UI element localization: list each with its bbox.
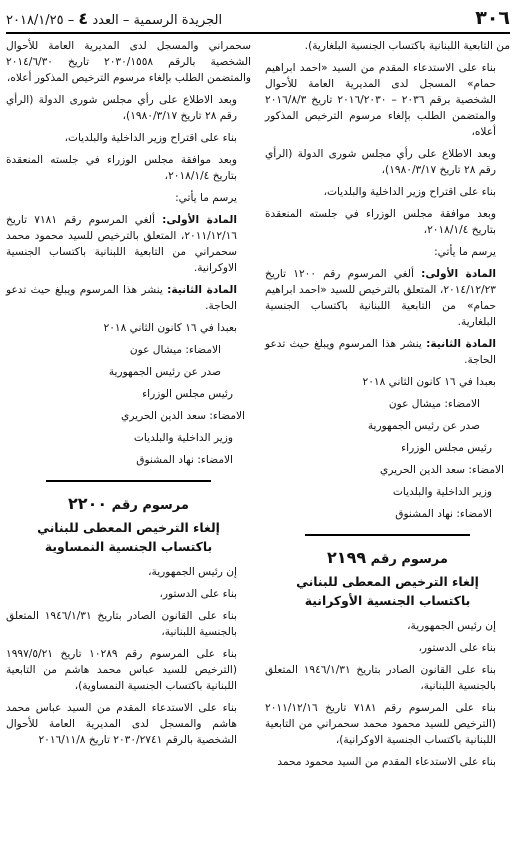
constitution-line: بناء على الدستور،: [159, 588, 237, 600]
article-2-text: ينشر هذا المرسوم ويبلغ حيث تدعو الحاجة.: [265, 338, 496, 366]
gazette-title: [6, 9, 222, 28]
article-1: [265, 266, 510, 330]
minister-paragraph: بناء على اقتراح وزير الداخلية والبلديات،: [323, 186, 496, 198]
minister-title: وزير الداخلية والبلديات: [133, 432, 233, 444]
article-1-text: ألغي المرسوم رقم ١٢٠٠ تاريخ ٢٠١٤/١٢/٢٣، المتعلق بالترخيص للسيد «احمد ابراهيم حمام» من التابعية اللبنانية باكتساب الجنسية البلغارية.: [265, 268, 496, 328]
issued-by: صدر عن رئيس الجمهورية: [108, 366, 221, 378]
constitution-line: بناء على الدستور،: [418, 642, 496, 654]
cabinet-paragraph: وبعد موافقة مجلس الوزراء في جلسته المنعقدة بتاريخ ٢٠١٨/١/٤،: [265, 208, 496, 236]
article-2-label: المادة الثانية:: [426, 338, 496, 350]
signing-place-date: بعبدا في ١٦ كانون الثاني ٢٠١٨: [103, 322, 237, 334]
president-signature: الامضاء: ميشال عون: [129, 344, 221, 356]
decree-intro: يرسم ما يأتي:: [175, 192, 237, 204]
decree-intro: يرسم ما يأتي:: [434, 246, 496, 258]
request-paragraph-start: بناء على الاستدعاء المقدم من السيد محمود محمد: [277, 756, 496, 768]
minister-paragraph: بناء على اقتراح وزير الداخلية والبلديات،: [64, 132, 237, 144]
continued-text: من التابعية اللبنانية باكتساب الجنسية البلغارية).: [304, 40, 510, 52]
decree-title-line-1: إلغاء الترخيص المعطى للبناني: [296, 574, 479, 589]
minister-signature: الامضاء: نهاد المشنوق: [136, 454, 233, 466]
decree-title-line-1: إلغاء الترخيص المعطى للبناني: [37, 520, 220, 535]
law-paragraph: بناء على القانون الصادر بتاريخ ١٩٤٦/١/٣١ المتعلق بالجنسية اللبنانية،: [6, 610, 237, 638]
minister-signature: الامضاء: نهاد المشنوق: [395, 508, 492, 520]
decree-number: ٢٢٠٠: [68, 494, 108, 513]
decree-heading: [265, 550, 510, 568]
decree-title-line-2: باكتساب الجنسية النمساوية: [44, 539, 213, 554]
president-signature: الامضاء: ميشال عون: [388, 398, 480, 410]
page-header: [6, 6, 510, 30]
article-1-label: المادة الأولى:: [421, 268, 496, 280]
pm-title: رئيس مجلس الوزراء: [401, 442, 492, 454]
article-2-label: المادة الثانية:: [167, 284, 237, 296]
minister-title: وزير الداخلية والبلديات: [392, 486, 492, 498]
decree-label: مرسوم رقم: [111, 498, 189, 513]
section-divider: [265, 528, 510, 542]
president-line: إن رئيس الجمهورية،: [407, 620, 496, 632]
article-2: [6, 282, 251, 314]
decree-title: [265, 572, 510, 610]
decree-title-line-2: باكتساب الجنسية الأوكرانية: [304, 593, 471, 608]
decree-number: ٢١٩٩: [327, 548, 367, 567]
decree-label: مرسوم رقم: [370, 552, 448, 567]
continued-text: سحمراني والمسجل لدى المديرية العامة للأحوال الشخصية بالرقم ٢٠٣٠/١٥٥٨ تاريخ ٢٠١٤/٦/٣٠ والمتضمن الطلب بإلغاء مرسوم الترخيص المذكور أعلاه،: [6, 40, 251, 84]
law-paragraph: بناء على القانون الصادر بتاريخ ١٩٤٦/١/٣١ المتعلق بالجنسية اللبنانية،: [265, 664, 496, 692]
pm-signature: الامضاء: سعد الدين الحريري: [121, 410, 245, 422]
decree-reference-paragraph: بناء على المرسوم رقم ٧١٨١ تاريخ ٢٠١١/١٢/١٦ (الترخيص للسيد محمود محمد سحمراني من التابعية اللبنانية باكتساب الجنسية الاوكرانية)،: [265, 702, 496, 746]
article-1-label: المادة الأولى:: [162, 214, 237, 226]
pm-signature: الامضاء: سعد الدين الحريري: [380, 464, 504, 476]
article-2: [265, 336, 510, 368]
president-line: إن رئيس الجمهورية،: [148, 566, 237, 578]
decree-title: [6, 518, 251, 556]
issued-by: صدر عن رئيس الجمهورية: [367, 420, 480, 432]
section-divider: [6, 474, 251, 488]
header-rule: [6, 32, 510, 34]
decree-heading: [6, 496, 251, 514]
issue-number: ٤: [78, 8, 89, 28]
council-paragraph: وبعد الاطلاع على رأي مجلس شورى الدولة (الرأي رقم ٢٨ تاريخ ١٩٨٠/٣/١٧)،: [265, 148, 496, 176]
right-column: [265, 38, 510, 776]
council-paragraph: وبعد الاطلاع على رأي مجلس شورى الدولة (الرأي رقم ٢٨ تاريخ ١٩٨٠/٣/١٧)،: [6, 94, 237, 122]
page-number: ٣٠٦: [475, 7, 510, 29]
pm-title: رئيس مجلس الوزراء: [142, 388, 233, 400]
request-paragraph: بناء على الاستدعاء المقدم من السيد عباس محمد هاشم والمسجل لدى المديرية العامة للأحوال الشخصية بالرقم ٢٠٣٠/٢٧٤١ تاريخ ٢٠١٦/١١/٨: [6, 702, 237, 746]
cabinet-paragraph: وبعد موافقة مجلس الوزراء في جلسته المنعقدة بتاريخ ٢٠١٨/١/٤،: [6, 154, 237, 182]
decree-reference-paragraph: بناء على المرسوم رقم ١٠٢٨٩ تاريخ ١٩٩٧/٥/٢١ (الترخيص للسيد عباس محمد هاشم من التابعية اللبنانية باكتساب الجنسية النمساوية)،: [6, 648, 237, 692]
article-2-text: ينشر هذا المرسوم ويبلغ حيث تدعو الحاجة.: [6, 284, 237, 312]
left-column: [6, 38, 251, 754]
article-1: [6, 212, 251, 276]
request-paragraph: بناء على الاستدعاء المقدم من السيد «احمد ابراهيم حمام» المسجل لدى المديرية العامة للأحوال الشخصية برقم ٢٠٣٦ – ٢٠١٦/٢٠٣٠ تاريخ ٢٠١٦/٨/٣ والمتضمن الطلب بإلغاء مرسوم الترخيص المذكور أعلاه،: [265, 62, 496, 138]
signing-place-date: بعبدا في ١٦ كانون الثاني ٢٠١٨: [362, 376, 496, 388]
gazette-name: الجريدة الرسمية – العدد: [92, 12, 223, 28]
issue-date: – ٢٠١٨/١/٢٥: [6, 12, 75, 28]
article-1-text: ألغي المرسوم رقم ٧١٨١ تاريخ ٢٠١١/١٢/١٦، المتعلق بالترخيص للسيد محمود محمد سحمراني من التابعية اللبنانية باكتساب الجنسية الاوكرانية.: [6, 214, 237, 274]
